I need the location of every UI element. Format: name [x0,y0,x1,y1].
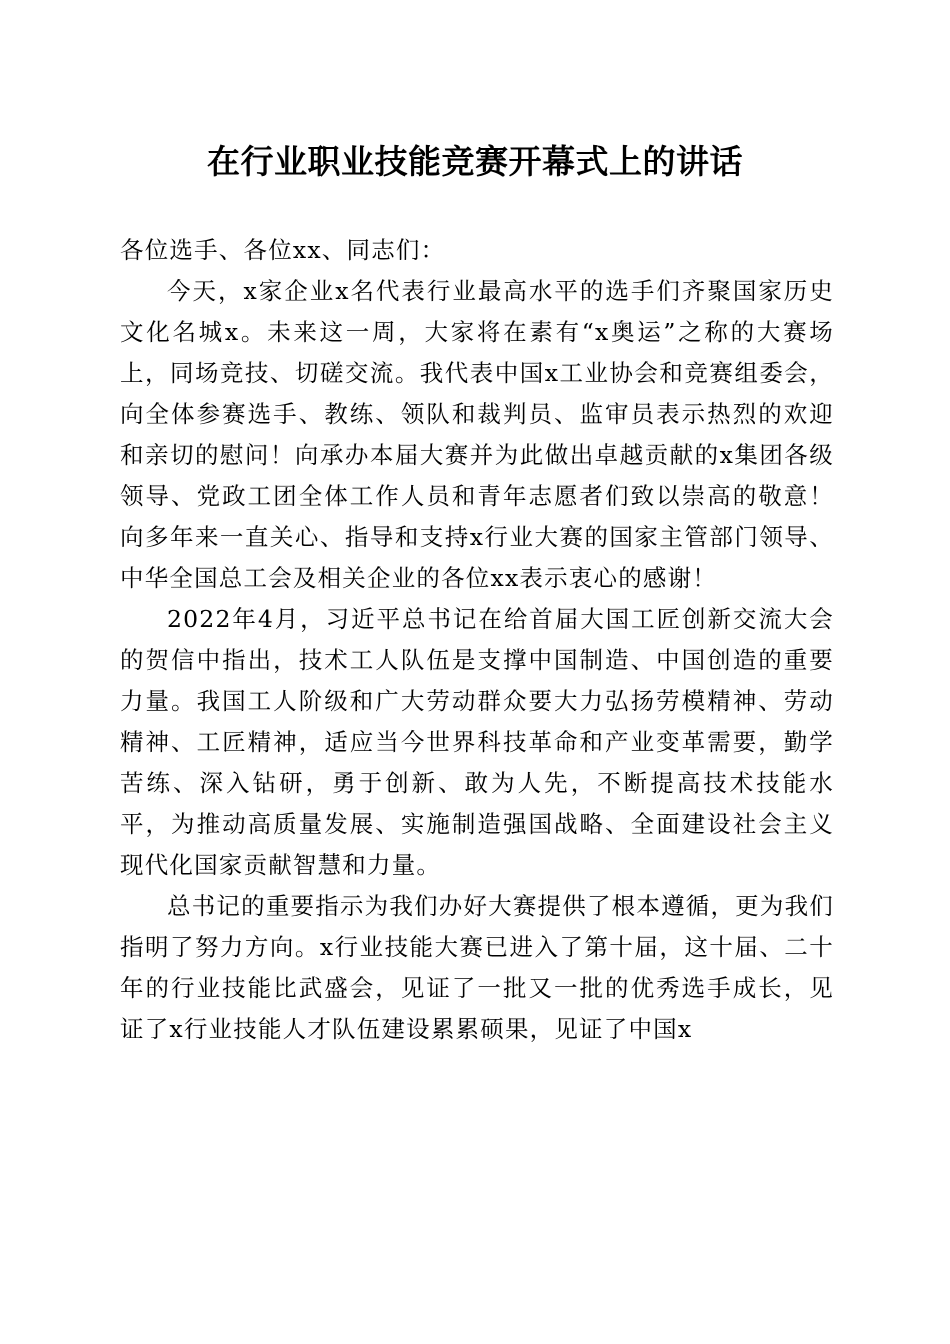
paragraph-3: 总书记的重要指示为我们办好大赛提供了根本遵循，更为我们指明了努力方向。x行业技能大赛已进入了第十届，这十届、二十年的行业技能比武盛会，见证了一批又一批的优秀选手成长，见证了x行业技能人才队伍建设累累硕果，见证了中国x [120,892,834,1043]
paragraph-2: 2022年4月，习近平总书记在给首届大国工匠创新交流大会的贺信中指出，技术工人队伍是支撑中国制造、中国创造的重要力量。我国工人阶级和广大劳动群众要大力弘扬劳模精神、劳动精神、工匠精神，适应当今世界科技革命和产业变革需要，勤学苦练、深入钻研，勇于创新、敢为人先，不断提高技术技能水平，为推动高质量发展、实施制造强国战略、全面建设社会主义现代化国家贡献智慧和力量。 [120,605,834,879]
salutation: 各位选手、各位xx、同志们： [120,236,446,264]
document-body [120,230,834,1050]
paragraph-1: 今天，x家企业x名代表行业最高水平的选手们齐聚国家历史文化名城x。未来这一周，大家将在素有“x奥运”之称的大赛场上，同场竞技、切磋交流。我代表中国x工业协会和竞赛组委会，向全体参赛选手、教练、领队和裁判员、监审员表示热烈的欢迎和亲切的慰问！向承办本届大赛并为此做出卓越贡献的x集团各级领导、党政工团全体工作人员和青年志愿者们致以崇高的敬意！向多年来一直关心、指导和支持x行业大赛的国家主管部门领导、中华全国总工会及相关企业的各位xx表示衷心的感谢！ [120,277,834,592]
document-title: 在行业职业技能竞赛开幕式上的讲话 [207,142,743,181]
